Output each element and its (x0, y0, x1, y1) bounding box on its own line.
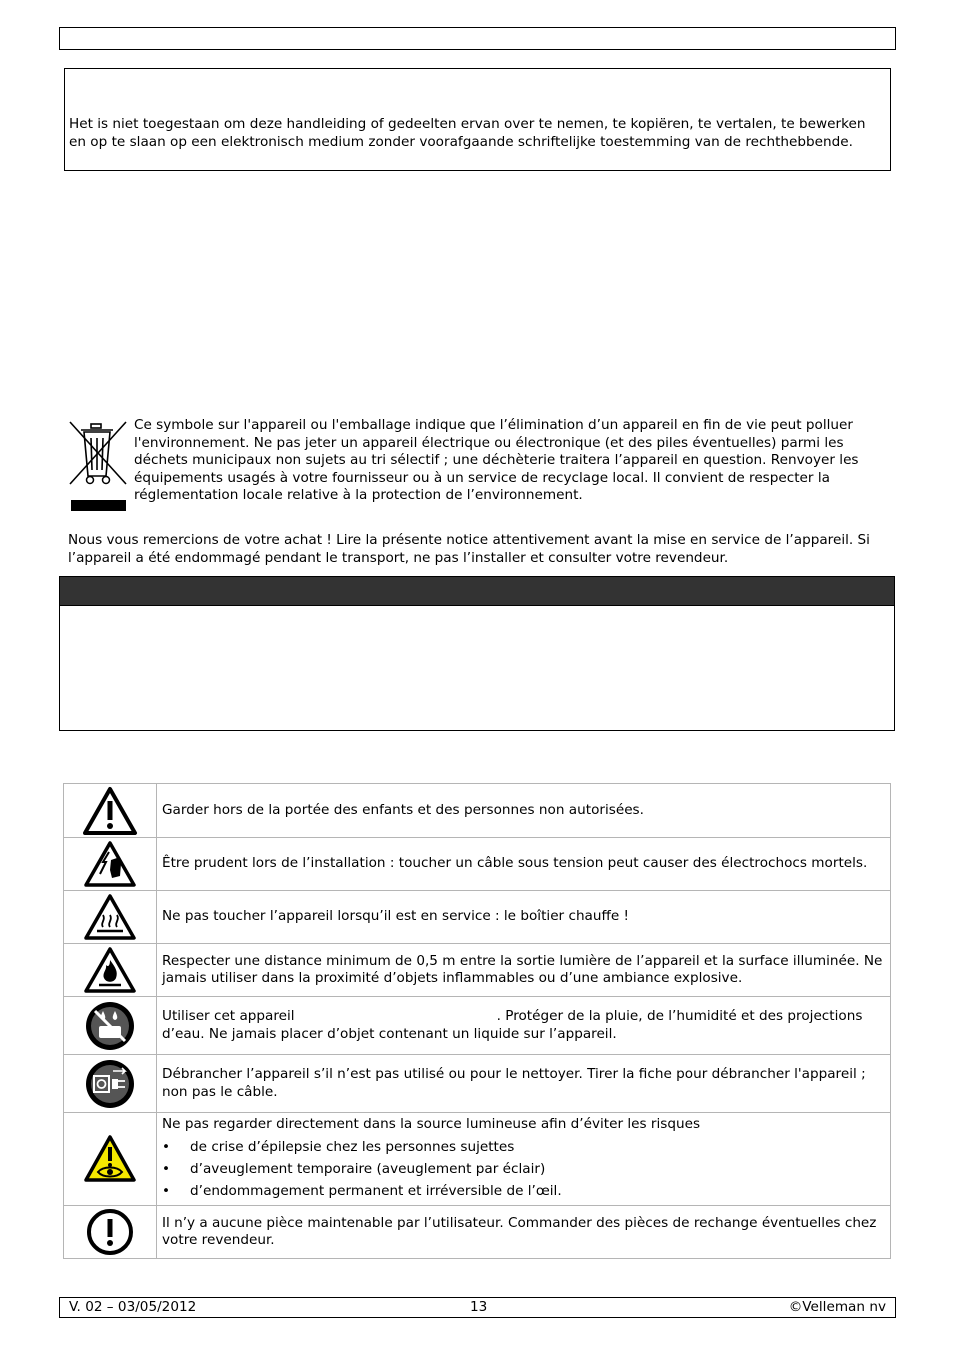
icon-cell (64, 944, 157, 997)
weee-text: Ce symbole sur l'appareil ou l'emballage indique que l’élimination d’un appareil en fin de vie peut polluer l'environnement. Ne pas jeter un appareil électrique ou électronique (et des piles éventuelles) parmi les déchets municipaux non sujets au tri sélectif ; une déchèterie traitera l’appareil en question. Renvoyer les équipements usagés à votre fournisseur ou à un service de recyclage local. Il convient de respecter la réglementation locale relative à la protection de l’environnement. (134, 417, 859, 503)
list-item: • de crise d’épilepsie chez les personnes sujettes (162, 1139, 884, 1157)
safety-row (64, 891, 891, 944)
warning-triangle-icon (82, 786, 138, 836)
icon-cell (64, 1206, 157, 1259)
safety-row (64, 944, 891, 997)
safety-text-part: . Protéger de la pluie, de l’humidité et des projections d’eau. Ne jamais placer d’objet contenant un liquide sur l’appareil. (162, 1008, 863, 1042)
safety-row (64, 784, 891, 838)
icon-cell (64, 784, 157, 838)
safety-table (63, 783, 891, 1259)
icon-cell (64, 1113, 157, 1206)
safety-row (64, 1055, 891, 1113)
section-header-bar (59, 576, 895, 606)
safety-row (64, 1206, 891, 1259)
brand-label: ©Velleman nv (788, 1299, 886, 1315)
copyright-notice: Het is niet toegestaan om deze handleiding of gedeelten ervan over te nemen, te kopiëren, te vertalen, te bewerken en op te slaan op een elektronisch medium zonder voorafgaande schriftelijke toestemming van de rechthebbende. (69, 116, 866, 150)
icon-cell (64, 891, 157, 944)
exclamation-circle-icon (86, 1208, 134, 1256)
safety-text-cell (157, 1113, 891, 1206)
safety-text: Ne pas regarder directement dans la source lumineuse afin d’éviter les risques (162, 1116, 701, 1132)
icon-cell (64, 1055, 157, 1113)
bullet-list (162, 1139, 884, 1201)
electric-shock-hand-icon (83, 840, 137, 888)
eye-warning-icon (83, 1134, 137, 1184)
unplug-icon (85, 1059, 135, 1109)
icon-cell (64, 838, 157, 891)
icon-cell (64, 997, 157, 1055)
safety-text (157, 997, 891, 1055)
page-number: 13 (470, 1299, 488, 1315)
safety-text: Garder hors de la portée des enfants et des personnes non autorisées. (157, 784, 891, 838)
safety-text: Il n’y a aucune pièce maintenable par l’utilisateur. Commander des pièces de rechange éventuelles chez votre revendeur. (157, 1206, 891, 1259)
safety-row (64, 1113, 891, 1206)
list-item: • d’aveuglement temporaire (aveuglement par éclair) (162, 1161, 884, 1179)
footer-bar (59, 1297, 896, 1318)
list-item: • d’endommagement permanent et irréversible de l’œil. (162, 1183, 884, 1201)
thanks-text: Nous vous remercions de votre achat ! Lire la présente notice attentivement avant la mise en service de l’appareil. Si l’appareil a été endommagé pendant le transport, ne pas l’installer et consulter votre revendeur. (68, 532, 870, 566)
safety-text-part: Utiliser cet appareil (162, 1008, 295, 1024)
no-water-icon (85, 1001, 135, 1051)
safety-text: Être prudent lors de l’installation : toucher un câble sous tension peut causer des électrochocs mortels. (157, 838, 891, 891)
safety-row (64, 838, 891, 891)
hot-surface-icon (83, 893, 137, 941)
safety-text: Ne pas toucher l’appareil lorsqu’il est en service : le boîtier chauffe ! (157, 891, 891, 944)
version-label: V. 02 – 03/05/2012 (69, 1299, 197, 1315)
safety-text: Respecter une distance minimum de 0,5 m entre la sortie lumière de l’appareil et la surface illuminée. Ne jamais utiliser dans la proximité d’objets inflammables ou d’une ambiance explosive. (157, 944, 891, 997)
section-box (59, 605, 895, 731)
safety-row (64, 997, 891, 1055)
weee-bin-icon (68, 418, 128, 514)
safety-text: Débrancher l’appareil s’il n’est pas utilisé ou pour le nettoyer. Tirer la fiche pour débrancher l'appareil ; non pas le câble. (157, 1055, 891, 1113)
copyright-box (64, 68, 891, 171)
header-bar (59, 27, 896, 50)
flammable-icon (83, 946, 137, 994)
